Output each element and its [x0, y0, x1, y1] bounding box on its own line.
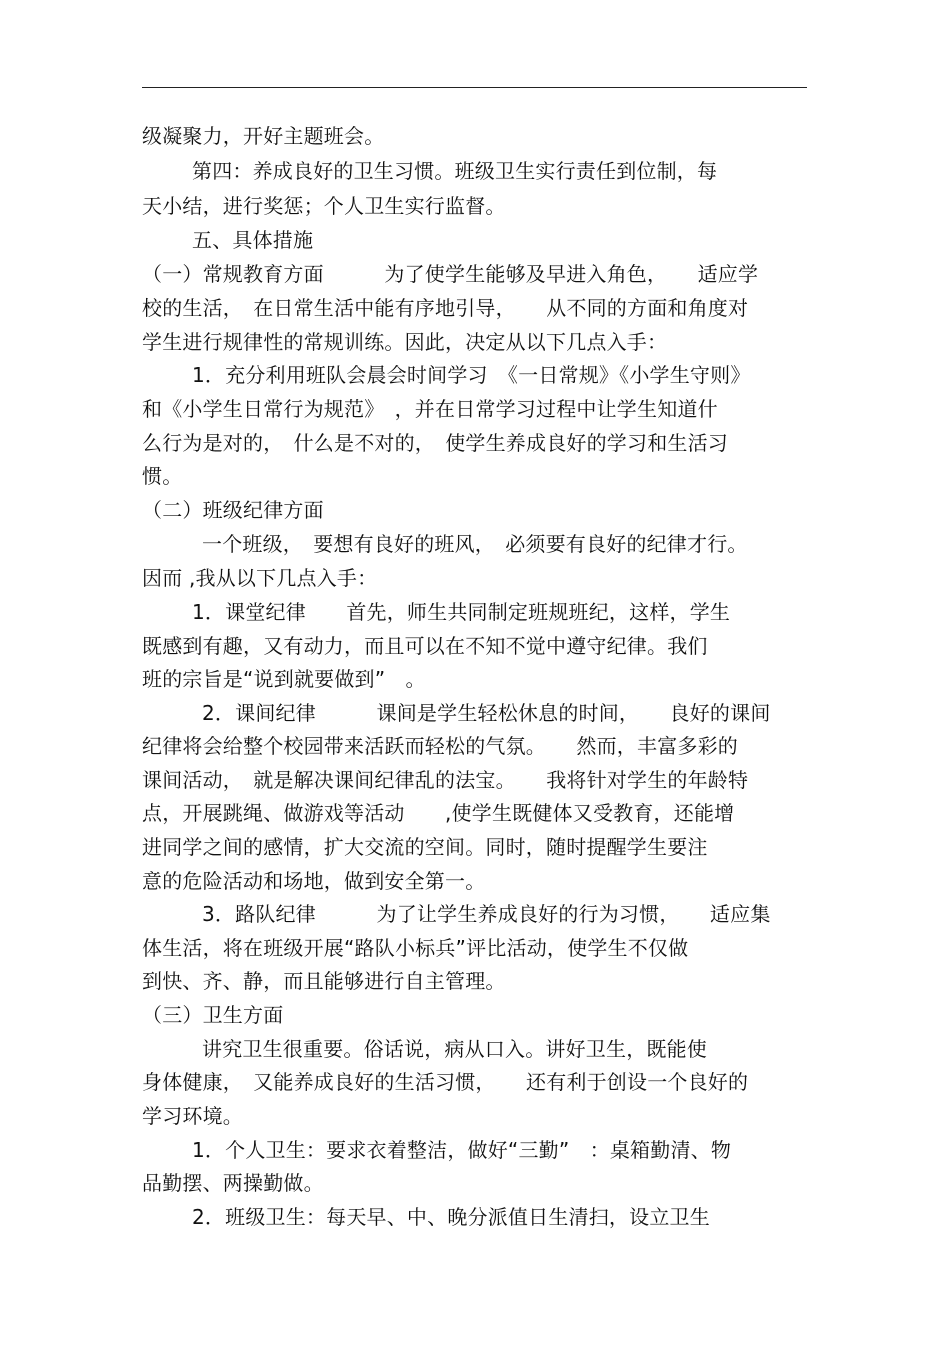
- text-line: 校的生活， 在日常生活中能有序地引导， 从不同的方面和角度对: [142, 296, 749, 320]
- text-line: 1．课堂纪律 首先，师生共同制定班规班纪，这样，学生: [192, 600, 731, 624]
- text-line: （一）常规教育方面 为了使学生能够及早进入角色， 适应学: [142, 262, 759, 286]
- text-line: 课间活动， 就是解决课间纪律乱的法宝。 我将针对学生的年龄特: [142, 768, 749, 792]
- text-line: 1．个人卫生：要求衣着整洁，做好“三勤” ：桌箱勤清、物: [192, 1138, 732, 1162]
- text-line: 级凝聚力，开好主题班会。: [142, 124, 385, 148]
- text-line: 2．课间纪律 课间是学生轻松休息的时间， 良好的课间: [202, 701, 771, 725]
- text-line: 2．班级卫生：每天早、中、晚分派值日生清扫，设立卫生: [192, 1205, 710, 1229]
- text-line: 一个班级， 要想有良好的班风， 必须要有良好的纪律才行。: [202, 532, 748, 556]
- text-line: 点，开展跳绳、做游戏等活动 ,使学生既健体又受教育，还能增: [142, 801, 735, 825]
- section-heading: 五、具体措施: [192, 228, 314, 252]
- text-line: 纪律将会给整个校园带来活跃而轻松的气氛。 然而，丰富多彩的: [142, 734, 738, 758]
- text-line: 既感到有趣，又有动力，而且可以在不知不觉中遵守纪律。我们: [142, 634, 708, 658]
- text-line: 品勤摆、两操勤做。: [142, 1171, 324, 1195]
- text-line: 体生活，将在班级开展“路队小标兵”评比活动，使学生不仅做: [142, 936, 689, 960]
- text-line: 3．路队纪律 为了让学生养成良好的行为习惯， 适应集: [202, 902, 771, 926]
- text-line: 和《小学生日常行为规范》 ，并在日常学习过程中让学生知道什: [142, 397, 718, 421]
- text-line: 学生进行规律性的常规训练。因此，决定从以下几点入手：: [142, 330, 668, 354]
- text-line: 进同学之间的感情，扩大交流的空间。同时，随时提醒学生要注: [142, 835, 708, 859]
- text-line: 因而 ,我从以下几点入手：: [142, 566, 378, 590]
- text-line: 么行为是对的， 什么是不对的， 使学生养成良好的学习和生活习: [142, 431, 728, 455]
- text-line: 1．充分利用班队会晨会时间学习 《一日常规》《小学生守则》: [192, 363, 751, 387]
- section-heading: （二）班级纪律方面: [142, 498, 324, 522]
- text-line: 到快、齐、静，而且能够进行自主管理。: [142, 969, 506, 993]
- text-line: 惯。: [142, 464, 183, 488]
- text-line: 身体健康， 又能养成良好的生活习惯， 还有利于创设一个良好的: [142, 1070, 749, 1094]
- text-line: 讲究卫生很重要。俗话说，病从口入。讲好卫生，既能使: [202, 1037, 707, 1061]
- text-line: 学习环境。: [142, 1104, 243, 1128]
- text-line: 意的危险活动和场地，做到安全第一。: [142, 869, 486, 893]
- text-line: 第四：养成良好的卫生习惯。班级卫生实行责任到位制，每: [192, 159, 718, 183]
- text-line: 班的宗旨是“说到就要做到” 。: [142, 667, 426, 691]
- section-heading: （三）卫生方面: [142, 1003, 284, 1027]
- text-line: 天小结，进行奖惩；个人卫生实行监督。: [142, 194, 506, 218]
